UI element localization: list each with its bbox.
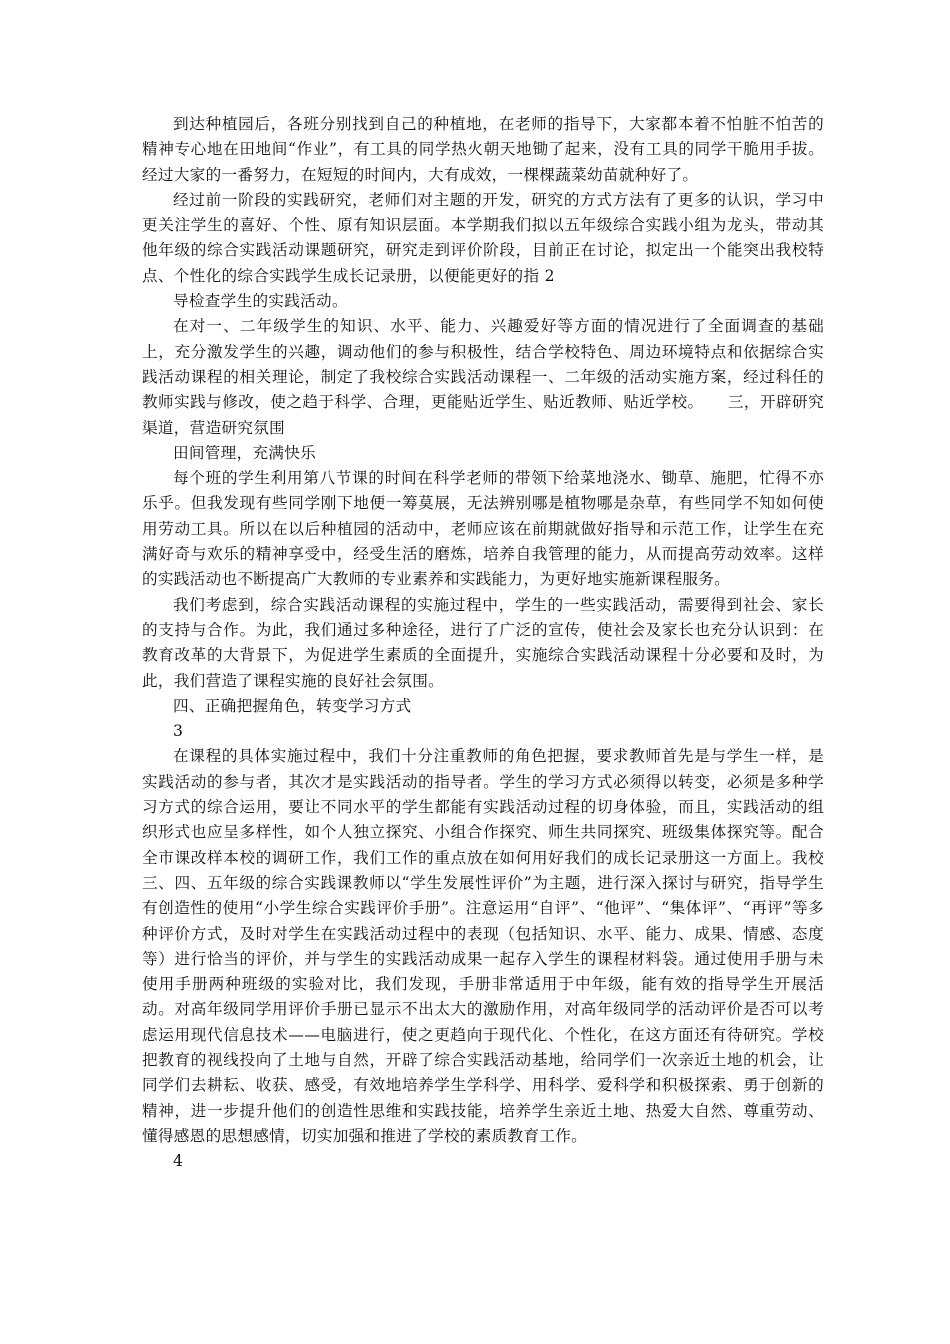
section-heading-field-management: 田间管理，充满快乐: [173, 443, 317, 462]
paragraph-research-stage: 经过前一阶段的实践研究，老师们对主题的开发，研究的方式方法有了更多的认识，学习中更关注学生的喜好、个性、原有知识层面。本学期我们拟以五年级综合实践小组为龙头，带动其他年级的综合实践活动课题研究，研究走到评价阶段，目前正在讨论，拟定出一个能突出我校特点、个性化的综合实践学生成长记录册，以便能更好的指 2: [142, 190, 824, 285]
document-page: [142, 112, 824, 1174]
paragraph-class-activities: 每个班的学生利用第八节课的时间在科学老师的带领下给菜地浇水、锄草、施肥，忙得不亦乐乎。但我发现有些同学刚下地便一筹莫展，无法辨别哪是植物哪是杂草，有些同学不知如何使用劳动工具。所以在以后种植园的活动中，老师应该在前期就做好指导和示范工作，让学生在充满好奇与欢乐的精神享受中，经受生活的磨炼，培养自我管理的能力，从而提高劳动效率。这样的实践活动也不断提高广大教师的专业素养和实践能力，为更好地实施新课程服务。: [142, 469, 824, 589]
paragraph-implementation: 在课程的具体实施过程中，我们十分注重教师的角色把握，要求教师首先是与学生一样，是实践活动的参与者，其次才是实践活动的指导者。学生的学习方式必须得以转变，必须是多种学习方式的综合运用，要让不同水平的学生都能有实践活动过程的切身体验，而且，实践活动的组织形式也应呈多样性，如个人独立探究、小组合作探究、师生共同探究、班级集体探究等。配合全市课改样本校的调研工作，我们工作的重点放在如何用好我们的成长记录册这一方面上。我校三、四、五年级的综合实践课教师以“学生发展性评价”为主题，进行深入探讨与研究，指导学生有创造性的使用“小学生综合实践评价手册”。注意运用“自评”、“他评”、“集体评”、“再评”等多种评价方式，及时对学生在实践活动过程中的表现（包括知识、水平、能力、成果、情感、态度等）进行恰当的评价，并与学生的实践活动成果一起存入学生的课程材料袋。通过使用手册与未使用手册两种班级的实验对比，我们发现，手册非常适用于中年级，能有效的指导学生开展活动。对高年级同学用评价手册已显示不出太大的激励作用，对高年级同学的活动评价是否可以考虑运用现代信息技术——电脑进行，使之更趋向于现代化、个性化，在这方面还有待研究。学校把教育的视线投向了土地与自然，开辟了综合实践活动基地，给同学们一次亲近土地的机会，让同学们去耕耘、收获、感受，有效地培养学生学科学、用科学、爱科学和积极探索、勇于创新的精神，进一步提升他们的创造性思维和实践技能，培养学生亲近土地、热爱大自然、尊重劳动、懂得感恩的思想感情，切实加强和推进了学校的素质教育工作。: [142, 747, 824, 1145]
paragraph-planting: 到达种植园后，各班分别找到自己的种植地，在老师的指导下，大家都本着不怕脏不怕苦的精神专心地在田地间“作业”，有工具的同学热火朝天地锄了起来，没有工具的同学干脆用手拔。经过大家的一番努力，在短短的时间内，大有成效，一棵棵蔬菜幼苗就种好了。: [142, 115, 824, 184]
paragraph-guidance: 导检查学生的实践活动。: [173, 292, 348, 311]
paragraph-survey: 在对一、二年级学生的知识、水平、能力、兴趣爱好等方面的情况进行了全面调查的基础上，充分激发学生的兴趣，调动他们的参与积极性，结合学校特色、周边环境特点和依据综合实践活动课程的相关理论，制定了我校综合实践活动课程一、二年级的活动实施方案，经过科任的教师实践与修改，使之趋于科学、合理，更能贴近学生、贴近教师、贴近学校。 三，开辟研究渠道，营造研究氛围: [142, 317, 824, 437]
page-number-3: 3: [173, 722, 183, 741]
section-heading-roles: 四、正确把握角色，转变学习方式: [173, 696, 412, 715]
page-number-4: 4: [173, 1152, 183, 1171]
paragraph-social-support: 我们考虑到，综合实践活动课程的实施过程中，学生的一些实践活动，需要得到社会、家长的支持与合作。为此，我们通过多种途径，进行了广泛的宣传，使社会及家长也充分认识到：在教育改革的大背景下，为促进学生素质的全面提升，实施综合实践活动课程十分必要和及时，为此，我们营造了课程实施的良好社会氛围。: [142, 595, 824, 690]
